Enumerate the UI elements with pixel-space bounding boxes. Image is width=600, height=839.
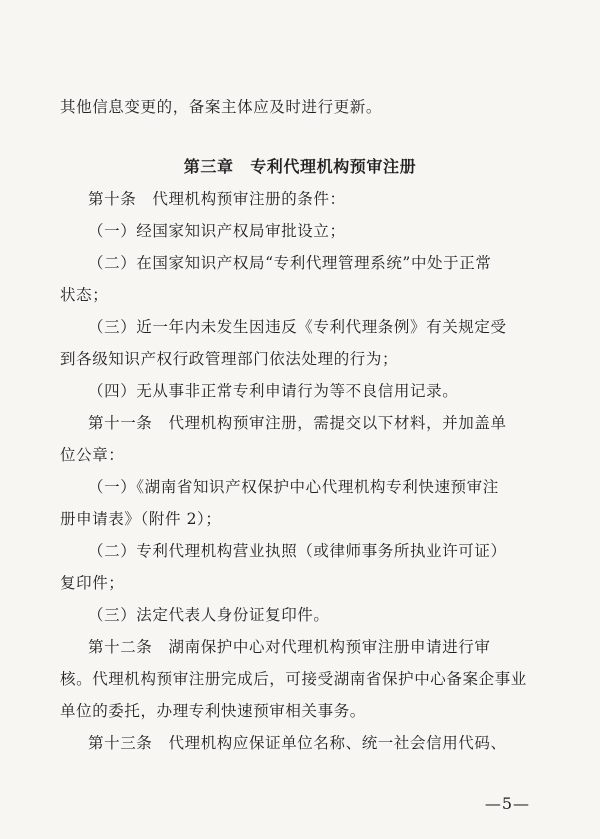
text-line-11: 位公章： — [60, 446, 125, 464]
text-line-15: 复印件； — [60, 574, 125, 592]
text-line-20: 第十三条 代理机构应保证单位名称、统一社会信用代码、 — [88, 734, 507, 752]
text-line-18: 核。代理机构预审注册完成后，可接受湖南省保护中心备案企事业 — [60, 670, 527, 688]
text-line-8: 到各级知识产权行政管理部门依法处理的行为； — [60, 350, 399, 368]
text-line-17: 第十二条 湖南保护中心对代理机构预审注册申请进行审 — [88, 638, 491, 656]
text-line-9: （四）无从事非正常专利申请行为等不良信用记录。 — [88, 382, 459, 400]
page-number: —5— — [484, 794, 530, 813]
chapter-heading: 第三章 专利代理机构预审注册 — [183, 157, 417, 176]
text-line-16: （三）法定代表人身份证复印件。 — [88, 606, 330, 624]
text-line-4: （一）经国家知识产权局审批设立； — [88, 222, 346, 240]
text-line-14: （二）专利代理机构营业执照（或律师事务所执业许可证） — [88, 542, 507, 560]
text-line-13: 册申请表》（附件 2）； — [60, 510, 222, 528]
text-line-12: （一）《湖南省知识产权保护中心代理机构专利快速预审注 — [88, 478, 499, 496]
text-line-10: 第十一条 代理机构预审注册，需提交以下材料，并加盖单 — [88, 414, 507, 432]
text-line-5: （二）在国家知识产权局“专利代理管理系统”中处于正常 — [88, 254, 492, 272]
text-line-1: 其他信息变更的，备案主体应及时进行更新。 — [60, 98, 383, 116]
text-line-3: 第十条 代理机构预审注册的条件： — [88, 190, 346, 208]
text-line-6: 状态； — [60, 286, 109, 304]
text-line-19: 单位的委托，办理专利快速预审相关事务。 — [60, 702, 366, 720]
text-line-7: （三）近一年内未发生因违反《专利代理条例》有关规定受 — [88, 318, 507, 336]
